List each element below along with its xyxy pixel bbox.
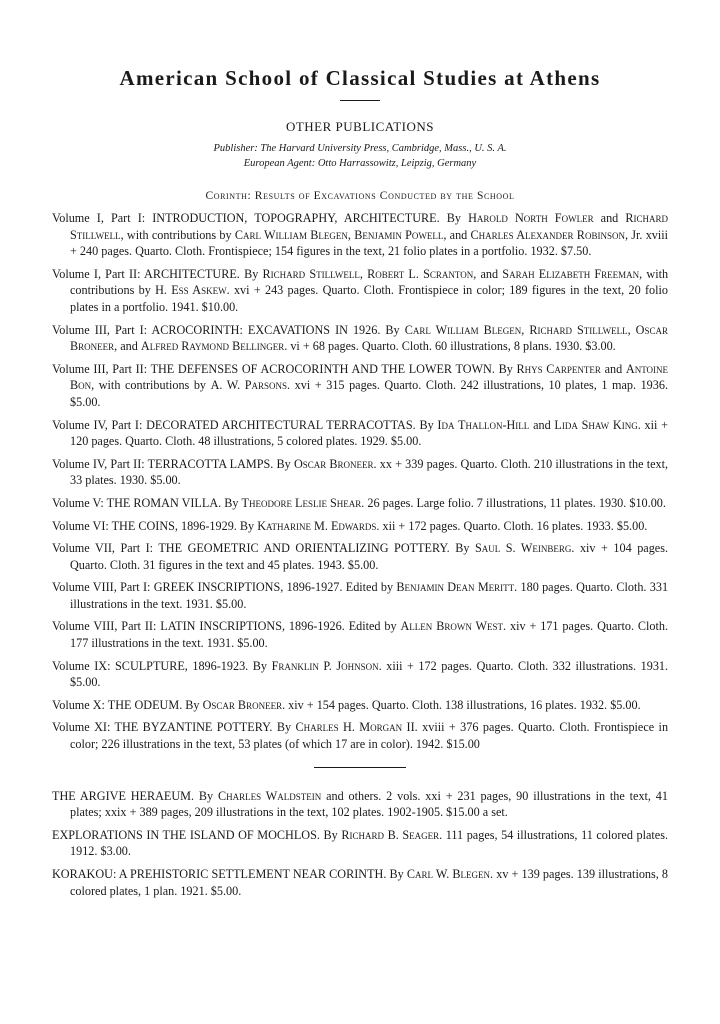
volume-authors: Charles H. Morgan II. [295, 720, 418, 735]
volume-title: TERRACOTTA LAMPS. [147, 456, 274, 471]
volume-byline: Edited by [345, 580, 394, 595]
volume-authors: Ida Thallon-Hill [437, 417, 530, 432]
volume-label: Volume VIII, Part II: [52, 619, 157, 634]
series-title: Corinth: Results of Excavations Conducted by the School [205, 190, 515, 202]
volume-title: THE GEOMETRIC AND ORIENTALIZING POTTERY. [158, 541, 450, 556]
volume-details: xiv + 104 pages. Quarto. Cloth. 31 figures in the text and 45 plates. 1943. $5.00. [70, 541, 669, 572]
volume-authors: Rhys Carpenter [516, 361, 601, 376]
publication-title: THE ARGIVE HERAEUM. [52, 788, 195, 803]
volume-label: Volume III, Part I: [52, 322, 148, 337]
volume-authors: Charles Alexander Robinson, [470, 227, 628, 242]
volume-details: xvi + 243 pages. Quarto. Cloth. Frontispiece in color; 189 figures in the text, 20 folio plates in a portfolio. 1941. $10.00. [70, 283, 669, 314]
volume-title: THE ROMAN VILLA. [106, 495, 222, 510]
volume-entry [52, 266, 668, 316]
volume-authors: Sarah Elizabeth Freeman [502, 266, 640, 281]
section-divider [314, 767, 406, 768]
volume-label: Volume VIII, Part I: [52, 580, 151, 595]
volume-authors: Richard Stillwell, Robert L. Scranton, [262, 266, 477, 281]
masthead: American School of Classical Studies at Athens [119, 66, 601, 90]
publisher-info [52, 141, 668, 171]
publication-entry [52, 788, 668, 821]
volume-details: xii + 172 pages. Quarto. Cloth. 16 plates. 1933. $5.00. [382, 518, 648, 533]
publication-byline: By [389, 867, 404, 881]
volume-authors: Saul S. Weinberg. [474, 541, 575, 556]
publication-authors: Charles Waldstein [217, 788, 322, 803]
volume-label: Volume III, Part II: [52, 361, 148, 376]
volume-byline: By [224, 495, 239, 510]
volume-entry [52, 658, 668, 691]
volume-byline: By [252, 658, 268, 673]
volume-title: GREEK INSCRIPTIONS, 1896-1927. [153, 580, 343, 595]
volume-label: Volume X: [52, 697, 105, 712]
other-publications-list [52, 788, 668, 900]
volume-details: 26 pages. Large folio. 7 illustrations, 11 plates. 1930. $10.00. [367, 495, 666, 510]
volume-authors: Allen Brown West. [400, 619, 507, 634]
volume-conjunction: and [120, 339, 138, 354]
section-title: OTHER PUBLICATIONS [285, 119, 435, 134]
volume-label: Volume I, Part I: [52, 211, 146, 225]
publication-details: 111 pages, 54 illustrations, 11 colored plates. 1912. $3.00. [70, 827, 669, 859]
volume-details: xii + 120 pages. Quarto. Cloth. 48 illustrations, 5 colored plates. 1929. $5.00. [70, 417, 669, 449]
volume-label: Volume IV, Part II: [52, 456, 145, 471]
volume-authors: Katharine M. Edwards. [257, 518, 380, 533]
publisher-line: Publisher: The Harvard University Press, Cambridge, Mass., U. S. A. [213, 143, 507, 154]
volume-details: xx + 339 pages. Quarto. Cloth. 210 illustrations in the text, 33 plates. 1930. $5.00. [70, 456, 669, 488]
corinth-volume-list [52, 210, 668, 753]
volume-authors: Oscar Broneer. [293, 456, 377, 471]
volume-title: SCULPTURE, 1896-1923. [115, 658, 249, 673]
volume-byline: By [446, 211, 461, 225]
publication-title: KORAKOU: A PREHISTORIC SETTLEMENT NEAR CORINTH. [52, 867, 387, 881]
volume-label: Volume VII, Part I: [52, 541, 154, 556]
volume-byline: By [239, 518, 255, 533]
volume-title: ARCHITECTURE. [144, 266, 240, 281]
volume-details: 180 pages. Quarto. Cloth. 331 illustrations in the text. 1931. $5.00. [70, 580, 669, 611]
volume-entry [52, 495, 668, 512]
volume-authors: Benjamin Dean Meritt. [396, 580, 518, 595]
volume-authors: Oscar Broneer. [202, 697, 286, 712]
volume-title: THE COINS, 1896-1929. [111, 518, 237, 533]
publication-entry [52, 827, 668, 860]
volume-details: vi + 68 pages. Quarto. Cloth. 60 illustrations, 8 plans. 1930. $3.00. [290, 339, 616, 354]
publication-byline: By [323, 827, 338, 842]
volume-title: DECORATED ARCHITECTURAL TERRACOTTAS. [146, 417, 416, 432]
volume-authors: Carl William Blegen, Richard Stillwell, Oscar Broneer, [70, 322, 668, 354]
volume-label: Volume I, Part II: [52, 266, 141, 281]
volume-entry [52, 579, 668, 612]
volume-byline: By [276, 720, 292, 735]
volume-byline: By [244, 266, 259, 281]
volume-label: Volume IX: [52, 658, 111, 673]
volume-authors: H. Ess Askew. [155, 283, 230, 298]
volume-authors: Franklin P. Johnson. [271, 658, 382, 673]
masthead-rule [340, 100, 380, 101]
volume-title: ACROCORINTH: EXCAVATIONS IN 1926. [151, 322, 381, 337]
volume-details: xvi + 315 pages. Quarto. Cloth. 242 illustrations, 10 plates, 1 map. 1936. $5.00. [70, 378, 668, 409]
publication-title: EXPLORATIONS IN THE ISLAND OF MOCHLOS. [52, 827, 320, 842]
volume-entry [52, 456, 668, 489]
publication-entry [52, 866, 668, 899]
volume-conjunction: and [604, 361, 623, 376]
volume-entry [52, 618, 668, 651]
publication-details: xv + 139 pages. 139 illustrations, 8 colored plates, 1 plan. 1921. $5.00. [70, 867, 669, 898]
volume-label: Volume VI: [52, 518, 109, 533]
publication-authors: Richard B. Seager. [341, 827, 443, 842]
volume-authors: Carl William Blegen, Benjamin Powell, [234, 227, 447, 242]
volume-conjunction: and [480, 266, 499, 281]
volume-details: Jr. xviii + 240 pages. Quarto. Cloth. Frontispiece; 154 figures in the text, 21 folio plates in a portfolio. 1932. $7.50. [70, 227, 669, 259]
volume-entry [52, 210, 668, 260]
volume-byline: By [185, 697, 200, 712]
volume-title: THE ODEUM. [107, 697, 183, 712]
agent-line: European Agent: Otto Harrassowitz, Leipzig, Germany [243, 158, 477, 169]
publication-authors: Carl W. Blegen. [406, 867, 494, 881]
volume-label: Volume XI: [52, 720, 111, 735]
volume-details: xiii + 172 pages. Quarto. Cloth. 332 illustrations. 1931. $5.00. [70, 658, 669, 690]
volume-byline: By [385, 322, 400, 337]
volume-details: xviii + 376 pages. Quarto. Cloth. Frontispiece in color; 226 illustrations in the text, 53 plates (of which 17 are in color). 1942. $15.00 [70, 720, 669, 752]
volume-authors: Theodore Leslie Shear. [241, 495, 365, 510]
volume-conjunction: , with contributions by [91, 378, 207, 393]
volume-authors: Antoine Bon [70, 361, 669, 393]
volume-byline: By [498, 361, 513, 376]
volume-title: THE BYZANTINE POTTERY. [114, 720, 273, 735]
volume-entry [52, 322, 668, 355]
volume-entry [52, 417, 668, 450]
volume-conjunction: , with contributions by [120, 227, 232, 242]
volume-entry [52, 697, 668, 714]
volume-conjunction: and [449, 227, 468, 242]
volume-byline: By [276, 456, 291, 471]
volume-entry [52, 719, 668, 752]
volume-authors: Alfred Raymond Bellinger. [140, 339, 288, 354]
volume-authors: Lida Shaw King. [554, 417, 641, 432]
volume-authors: A. W. Parsons. [210, 378, 291, 393]
publication-byline: By [198, 788, 214, 803]
volume-byline: By [455, 541, 470, 556]
volume-details: xiv + 154 pages. Quarto. Cloth. 138 illustrations, 16 plates. 1932. $5.00. [288, 697, 641, 712]
volume-entry [52, 540, 668, 573]
volume-details: xiv + 171 pages. Quarto. Cloth. 177 illustrations in the text. 1931. $5.00. [70, 619, 669, 651]
volume-label: Volume IV, Part I: [52, 417, 143, 432]
volume-conjunction: and [533, 417, 551, 432]
volume-byline: Edited by [348, 619, 397, 634]
volume-title: INTRODUCTION, TOPOGRAPHY, ARCHITECTURE. [152, 211, 440, 225]
volume-conjunction: and [600, 211, 619, 225]
publication-details: and others. 2 vols. xxi + 231 pages, 90 illustrations in the text, 41 plates; xxix + 389 pages, 209 illustrations in the text, 102 plates. 1902-1905. $15.00 a set. [70, 788, 668, 820]
volume-authors: Richard Stillwell [70, 211, 669, 242]
volume-conjunction: , with contributions by [70, 266, 669, 298]
volume-entry [52, 361, 668, 411]
volume-title: THE DEFENSES OF ACROCORINTH AND THE LOWER TOWN. [150, 361, 495, 376]
volume-byline: By [419, 417, 434, 432]
volume-authors: Harold North Fowler [468, 211, 594, 225]
volume-entry [52, 518, 668, 535]
volume-label: Volume V: [52, 495, 104, 510]
volume-title: LATIN INSCRIPTIONS, 1896-1926. [160, 619, 345, 634]
